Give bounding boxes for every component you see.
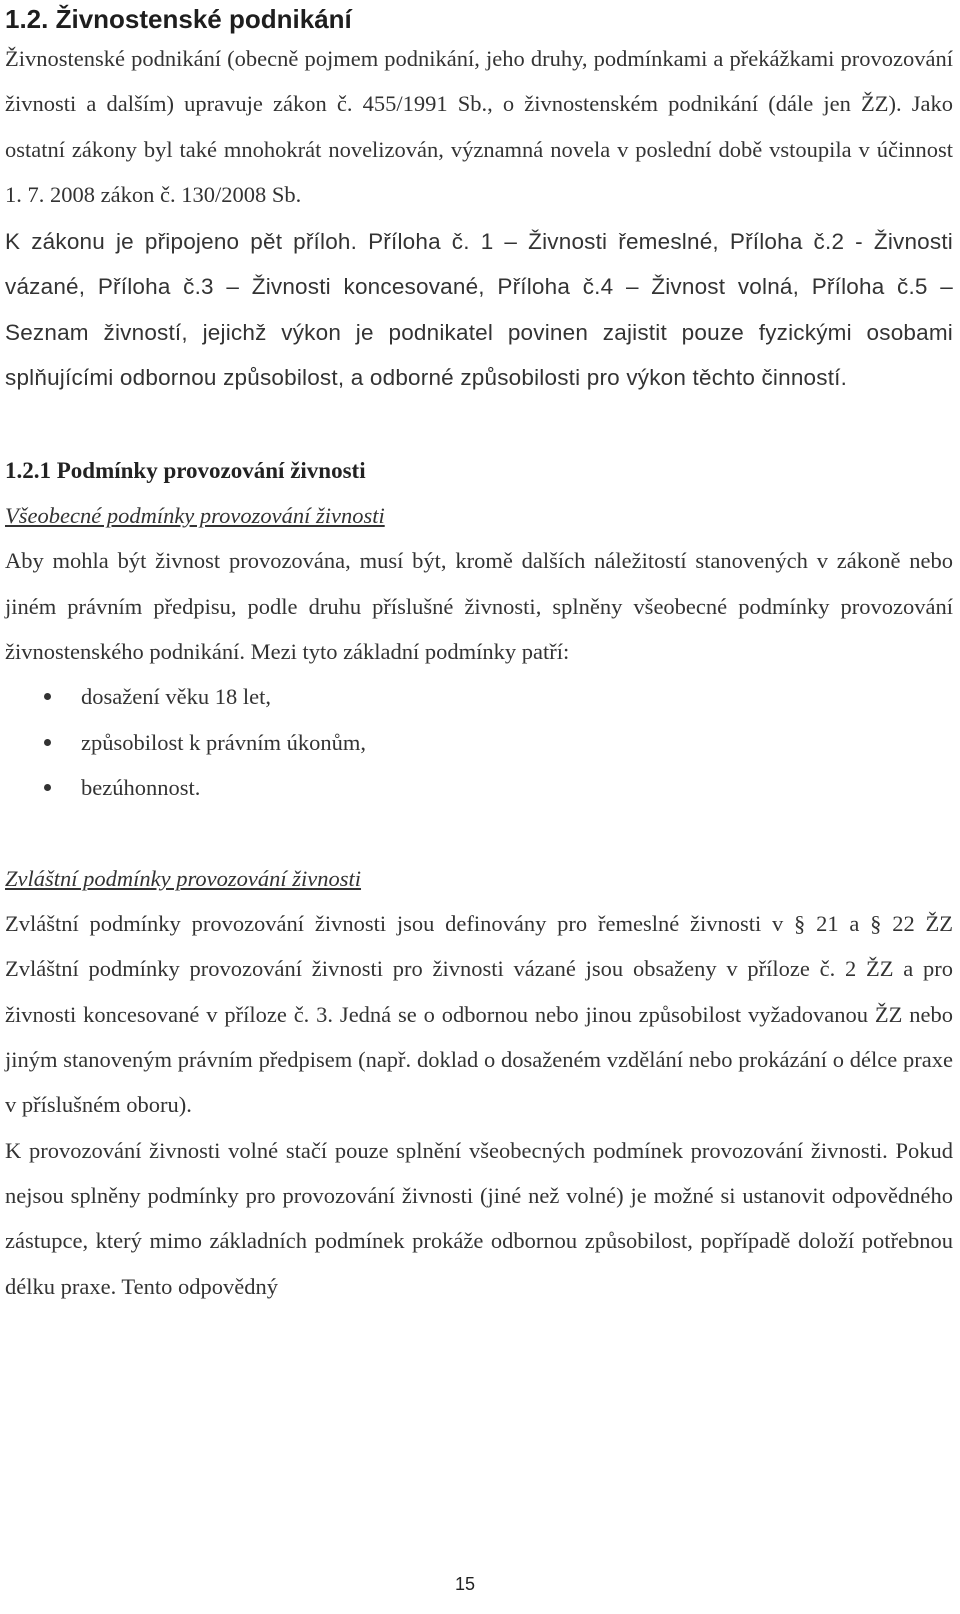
bullet-icon	[44, 784, 51, 791]
section-heading: 1.2.1 Podmínky provozování živnosti	[5, 458, 366, 484]
bullet-icon	[44, 693, 51, 700]
special-conditions-subheading: Zvláštní podmínky provozování živnosti	[5, 866, 362, 892]
appendices-paragraph: K zákonu je připojeno pět příloh. Příloha č. 1 – Živnosti řemeslné, Příloha č.2 - Živnosti vázané, Příloha č.3 – Živnosti koncesované, Příloha č.4 – Živnost volná, Příloha č.5 – Seznam živností, jejichž výkon je podnikatel povinen zajistit pouze fyzickými osobami splňujícími odbornou způsobilost, a odborné způsobilosti pro výkon těchto činností.	[5, 229, 953, 391]
conditions-list	[5, 674, 953, 810]
intro-paragraph: Živnostenské podnikání (obecně pojmem podnikání, jeho druhy, podmínkami a překážkami provozování živnosti a dalším) upravuje zákon č. 455/1991 Sb., o živnostenském podnikání (dále jen ŽZ). Jako ostatní zákony byl také mnohokrát novelizován, významná novela v poslední době vstoupila v účinnost 1. 7. 2008 zákon č. 130/2008 Sb.	[5, 46, 953, 207]
list-item	[5, 765, 953, 810]
list-item-text: způsobilost k právním úkonům,	[81, 729, 366, 755]
special-conditions-paragraph: Zvláštní podmínky provozování živnosti jsou definovány pro řemeslné živnosti v § 21 a § 22 ŽZ Zvláštní podmínky provozování živnosti pro živnosti vázané jsou obsaženy v příloze č. 2 ŽZ a pro živnosti koncesované v příloze č. 3. Jedná se o odbornou nebo jinou způsobilost vyžadovanou ŽZ nebo jiným stanoveným právním předpisem (např. doklad o dosaženém vzdělání nebo prokázání o délce praxe v příslušném oboru).	[5, 911, 953, 1118]
document-page	[5, 0, 953, 1309]
list-item	[5, 674, 953, 719]
chapter-heading: 1.2. Živnostenské podnikání	[5, 4, 352, 34]
bullet-icon	[44, 739, 51, 746]
general-conditions-subheading: Všeobecné podmínky provozování živnosti	[5, 503, 385, 529]
free-trade-paragraph: K provozování živnosti volné stačí pouze splnění všeobecných podmínek provozování živnosti. Pokud nejsou splněny podmínky pro provozování živnosti (jiné než volné) je možné si ustanovit odpovědného zástupce, který mimo základních podmínek prokáže odbornou způsobilost, popřípadě doloží potřebnou délku praxe. Tento odpovědný	[5, 1137, 953, 1299]
list-item-text: dosažení věku 18 let,	[81, 684, 271, 710]
list-item-text: bezúhonnost.	[81, 774, 201, 800]
list-item	[5, 720, 953, 765]
general-conditions-paragraph: Aby mohla být živnost provozována, musí být, kromě dalších náležitostí stanovených v zákoně nebo jiném právním předpisu, podle druhu příslušné živnosti, splněny všeobecné podmínky provozování živnostenského podnikání. Mezi tyto základní podmínky patří:	[5, 548, 953, 664]
page-number: 15	[454, 1574, 476, 1594]
